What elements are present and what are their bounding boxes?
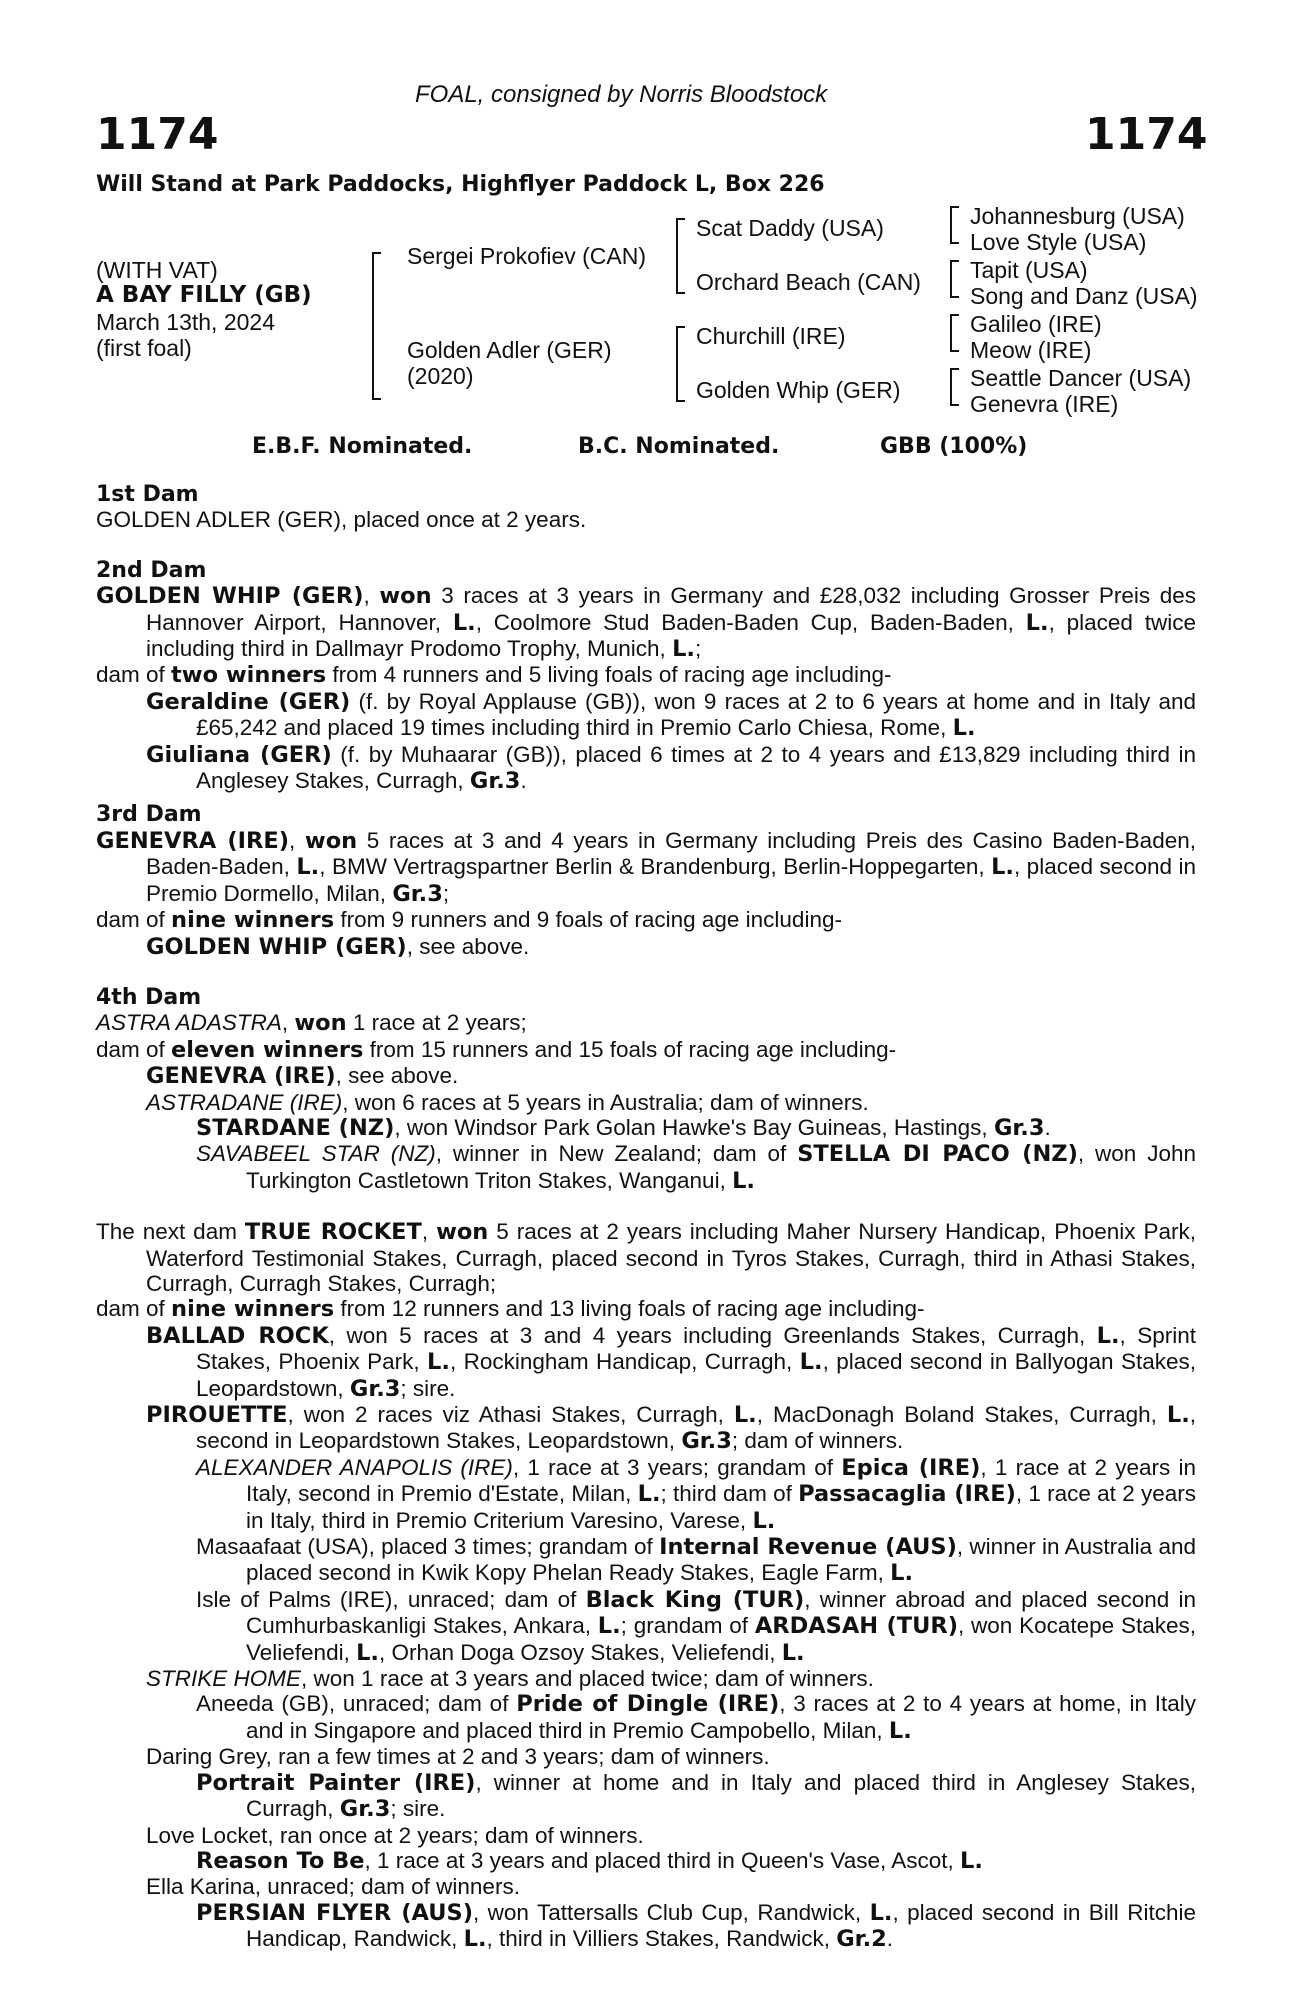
dam-sire: Churchill (IRE) — [696, 323, 846, 349]
ped-dss: Galileo (IRE) — [970, 311, 1102, 337]
pedigree-brace-dd — [950, 368, 959, 406]
ebf-nominated: E.B.F. Nominated. — [252, 434, 473, 459]
produce-savabeel-star: SAVABEEL STAR (NZ), winner in New Zealand; dam of STELLA DI PACO (NZ), won John Turkington Castletown Triton Stakes, Wanganui, L. — [196, 1141, 1196, 1194]
third-dam-heading: 3rd Dam — [96, 802, 202, 828]
catalogue-body — [96, 482, 1196, 1953]
ped-ssd: Love Style (USA) — [970, 229, 1147, 255]
second-dam-text: GOLDEN WHIP (GER), won 3 races at 3 years in Germany and £28,032 including Grosser Preis des Hannover Airport, Hannover, L., Coolmore Stud Baden-Baden Cup, Baden-Baden, L., placed twice including third in Dallmayr Prodomo Trophy, Munich, L.; — [96, 583, 1196, 663]
fourth-dam-heading: 4th Dam — [96, 984, 202, 1010]
next-dam-text: The next dam TRUE ROCKET, won 5 races at 2 years including Maher Nursery Handicap, Phoenix Park, Waterford Testimonial Stakes, Curragh, placed second in Tyros Stakes, Curragh, third in Athasi Stakes, Curragh, Curragh Stakes, Curragh; — [96, 1219, 1196, 1296]
ped-sdd: Song and Danz (USA) — [970, 283, 1198, 309]
ped-dsd: Meow (IRE) — [970, 337, 1092, 363]
produce-masaafaat: Masaafaat (USA), placed 3 times; grandam of Internal Revenue (AUS), winner in Australia and placed second in Kwik Kopy Phelan Ready Stakes, Eagle Farm, L. — [196, 1534, 1196, 1587]
produce-golden-whip: GOLDEN WHIP (GER), see above. — [146, 933, 530, 960]
bc-nominated: B.C. Nominated. — [578, 434, 780, 459]
produce-aneeda: Aneeda (GB), unraced; dam of Pride of Dingle (IRE), 3 races at 2 to 4 years at home, in Italy and in Singapore and placed third in Premio Campobello, Milan, L. — [196, 1691, 1197, 1744]
produce-isle-of-palms: Isle of Palms (IRE), unraced; dam of Black King (TUR), winner abroad and placed second in Cumhurbaskanligi Stakes, Ankara, L.; grandam of ARDASAH (TUR), won Kocatepe Stakes, Veliefendi, L., Orhan Doga Ozsoy Stakes, Veliefendi, L. — [196, 1586, 1196, 1666]
gbb-percentage: GBB (100%) — [880, 434, 1028, 459]
produce-daring-grey: Daring Grey, ran a few times at 2 and 3 years; dam of winners. — [146, 1744, 770, 1770]
produce-giuliana: Giuliana (GER) (f. by Muhaarar (GB)), placed 6 times at 2 to 4 years and £13,829 including third in Anglesey Stakes, Curragh, Gr.3. — [146, 741, 1196, 795]
produce-geraldine: Geraldine (GER) (f. by Royal Applause (GB)), won 9 races at 2 to 6 years at home and in Italy and £65,242 and placed 19 times including third in Premio Carlo Chiesa, Rome, L. — [146, 688, 1196, 742]
stand-location: Will Stand at Park Paddocks, Highflyer Paddock L, Box 226 — [96, 172, 825, 197]
first-foal-note: (first foal) — [96, 335, 192, 361]
produce-portrait-painter: Portrait Painter (IRE), winner at home and in Italy and placed third in Anglesey Stakes, Curragh, Gr.3; sire. — [196, 1769, 1196, 1823]
first-dam-text: GOLDEN ADLER (GER), placed once at 2 years. — [96, 507, 587, 533]
ped-ddd: Genevra (IRE) — [970, 391, 1119, 417]
produce-reason-to-be: Reason To Be, 1 race at 3 years and placed third in Queen's Vase, Ascot, L. — [196, 1847, 983, 1874]
consignment-line: FOAL, consigned by Norris Bloodstock — [415, 81, 828, 108]
horse-name: A BAY FILLY (GB) — [96, 282, 312, 308]
produce-strike-home: STRIKE HOME, won 1 race at 3 years and placed twice; dam of winners. — [146, 1666, 874, 1692]
produce-pirouette: PIROUETTE, won 2 races viz Athasi Stakes, Curragh, L., MacDonagh Boland Stakes, Curragh, L., second in Leopardstown Stakes, Leopardstown, Gr.3; dam of winners. — [146, 1402, 1197, 1455]
third-dam-produce: dam of nine winners from 9 runners and 9 foals of racing age including- — [96, 907, 842, 934]
produce-genevra: GENEVRA (IRE), see above. — [146, 1063, 459, 1090]
next-dam-produce: dam of nine winners from 12 runners and 13 living foals of racing age including- — [96, 1296, 925, 1323]
produce-love-locket: Love Locket, ran once at 2 years; dam of winners. — [146, 1822, 644, 1848]
produce-astradane: ASTRADANE (IRE), won 6 races at 5 years in Australia; dam of winners. — [146, 1089, 869, 1115]
dam-year: (2020) — [407, 363, 474, 389]
produce-persian-flyer: PERSIAN FLYER (AUS), won Tattersalls Club Cup, Randwick, L., placed second in Bill Ritchie Handicap, Randwick, L., third in Villiers Stakes, Randwick, Gr.2. — [196, 1899, 1196, 1953]
ped-sds: Tapit (USA) — [970, 257, 1088, 283]
second-dam-heading: 2nd Dam — [96, 557, 207, 583]
pedigree-brace-ds — [950, 314, 959, 352]
sire-dam: Orchard Beach (CAN) — [696, 269, 921, 295]
second-dam-produce: dam of two winners from 4 runners and 5 living foals of racing age including- — [96, 662, 892, 689]
ped-dds: Seattle Dancer (USA) — [970, 365, 1192, 391]
produce-alexander-anapolis: ALEXANDER ANAPOLIS (IRE), 1 race at 3 years; grandam of Epica (IRE), 1 race at 2 years in Italy, second in Premio d'Estate, Milan, L.; third dam of Passacaglia (IRE), 1 race at 2 years in Italy, third in Premio Criterium Varesino, Varese, L. — [196, 1454, 1196, 1534]
ped-sss: Johannesburg (USA) — [970, 203, 1185, 229]
pedigree-brace-sire — [676, 218, 685, 294]
pedigree-brace-sd — [950, 260, 959, 298]
sire-sire: Scat Daddy (USA) — [696, 215, 884, 241]
dam: Golden Adler (GER) — [407, 337, 612, 363]
fourth-dam-text: ASTRA ADASTRA, won 1 race at 2 years; — [96, 1010, 527, 1037]
third-dam-text: GENEVRA (IRE), won 5 races at 3 and 4 years in Germany including Preis des Casino Baden-Baden, Baden-Baden, L., BMW Vertragspartner Berlin & Brandenburg, Berlin-Hoppegarten, L., placed second in Premio Dormello, Milan, Gr.3; — [96, 827, 1196, 907]
produce-ella-karina: Ella Karina, unraced; dam of winners. — [146, 1874, 520, 1900]
dam-dam: Golden Whip (GER) — [696, 377, 901, 403]
fourth-dam-produce: dam of eleven winners from 15 runners and 15 foals of racing age including- — [96, 1036, 897, 1063]
lot-number-left: 1174 — [96, 109, 219, 160]
vat-label: (WITH VAT) — [96, 257, 218, 283]
produce-ballad-rock: BALLAD ROCK, won 5 races at 3 and 4 years including Greenlands Stakes, Curragh, L., Sprint Stakes, Phoenix Park, L., Rockingham Handicap, Curragh, L., placed second in Ballyogan Stakes, Leopardstown, Gr.3; sire. — [146, 1322, 1197, 1402]
pedigree-brace-dam — [676, 326, 685, 402]
pedigree-brace-main — [372, 252, 381, 400]
first-dam-heading: 1st Dam — [96, 482, 199, 507]
produce-stardane: STARDANE (NZ), won Windsor Park Golan Hawke's Bay Guineas, Hastings, Gr.3. — [196, 1114, 1051, 1141]
lot-number-right: 1174 — [1085, 109, 1208, 160]
sire: Sergei Prokofiev (CAN) — [407, 243, 647, 269]
pedigree-brace-ss — [950, 206, 959, 244]
foaling-date: March 13th, 2024 — [96, 309, 276, 335]
